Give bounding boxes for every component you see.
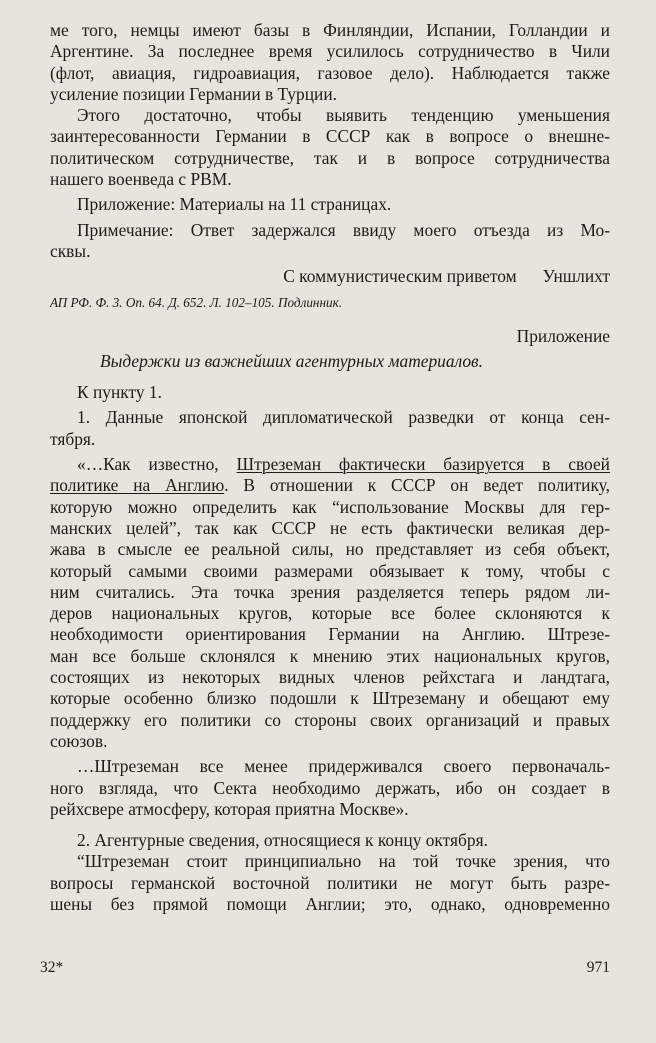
text-line: …Штреземан все менее придерживался своего первоначаль- <box>77 756 610 777</box>
text-line: ного взгляда, что Секта необходимо держать, ибо он создает в <box>50 777 610 798</box>
text-line: политическом сотрудничестве, так и в вопросе сотрудничества <box>50 147 610 168</box>
underlined-phrase: политике на Англию <box>50 475 225 496</box>
paragraph-intro <box>50 20 610 105</box>
text-line: которые особенно близко подошли к Штреземану и обещают ему <box>50 688 610 709</box>
text-line: поддержку его политики со стороны своих организаций и правых <box>50 709 610 730</box>
paragraph-tendency <box>50 105 610 190</box>
signature-mark: 32* <box>40 959 64 976</box>
text-line: шены без прямой помощи Англии; это, однако, одновременно <box>50 893 610 914</box>
page-footer <box>40 958 610 978</box>
text-line: ман все больше склонялся к мнению этих национальных кругов, <box>50 645 610 666</box>
text-line: тября. <box>50 428 96 449</box>
attachment-note: Приложение: Материалы на 11 страницах. <box>77 194 392 215</box>
quote-agent-report <box>50 851 610 915</box>
signature-line <box>50 266 610 287</box>
text-line: нашего военведа с РВМ. <box>50 169 232 190</box>
text-line: усиление позиции Германии в Турции. <box>50 83 337 104</box>
text-line: Аргентине. За последнее время усилилось сотрудничество в Чили <box>50 41 610 62</box>
text-line: ним считались. Эта точка зрения разделяется теперь рядом ли- <box>50 581 610 602</box>
text-line: политике на Англию. В отношении к СССР он ведет политику, <box>50 475 610 496</box>
text-line: «…Как известно, Штреземан фактически базируется в своей <box>77 454 610 475</box>
text-line: манских целей”, так как СССР не есть фактически великая дер- <box>50 517 610 538</box>
text-line: “Штреземан стоит принципиально на той точке зрения, что <box>77 851 610 872</box>
text-line: 1. Данные японской дипломатической разведки от конца сен- <box>77 407 610 428</box>
text-line: жава в смысле ее реальной силы, но представляет из себя объект, <box>50 539 610 560</box>
appendix-heading: Приложение <box>516 325 610 346</box>
text-line: деров национальных кругов, которые все более склоняются к <box>50 603 610 624</box>
text-line: необходимости ориентирования Германии на Англию. Штрезе- <box>50 624 610 645</box>
text-line: сквы. <box>50 240 91 261</box>
text-line: заинтересованности Германии в СССР как в вопросе о внешне- <box>50 126 610 147</box>
appendix-subtitle: Выдержки из важнейших агентурных материалов. <box>100 350 483 371</box>
page-number: 971 <box>586 959 610 976</box>
text-line: состоящих из некоторых видных членов рейхстага и ландтага, <box>50 667 610 688</box>
text-line: рейхсвере атмосферу, которая приятна Москве». <box>50 798 409 819</box>
quote-sekt <box>50 756 610 820</box>
text-line: вопросы германской восточной политики не могут быть разре- <box>50 872 610 893</box>
text-line: которую можно определить как “использование Москвы для гер- <box>50 496 610 517</box>
item-two-heading: 2. Агентурные сведения, относящиеся к концу октября. <box>77 830 488 851</box>
section-heading: К пункту 1. <box>77 382 162 403</box>
item-one <box>50 407 610 450</box>
text-line: Этого достаточно, чтобы выявить тенденцию уменьшения <box>77 105 610 126</box>
text-line: Примечание: Ответ задержался ввиду моего отъезда из Мо- <box>77 219 610 240</box>
remark-paragraph <box>50 220 610 263</box>
signature-greeting: С коммунистическим приветом <box>283 266 517 287</box>
archive-source: АП РФ. Ф. 3. Оп. 64. Д. 652. Л. 102–105. Подлинник. <box>50 294 343 310</box>
text-line: который самыми своими размерами обязывает к тому, чтобы с <box>50 560 610 581</box>
text-line: (флот, авиация, гидроавиация, газовое дело). Наблюдается также <box>50 62 610 83</box>
signature-name: Уншлихт <box>542 266 610 287</box>
text-line: союзов. <box>50 730 108 751</box>
quote-japanese-intel <box>50 454 610 752</box>
text-line: ме того, немцы имеют базы в Финляндии, Испании, Голландии и <box>50 20 610 40</box>
underlined-phrase: Штреземан фактически базируется в своей <box>236 454 610 475</box>
